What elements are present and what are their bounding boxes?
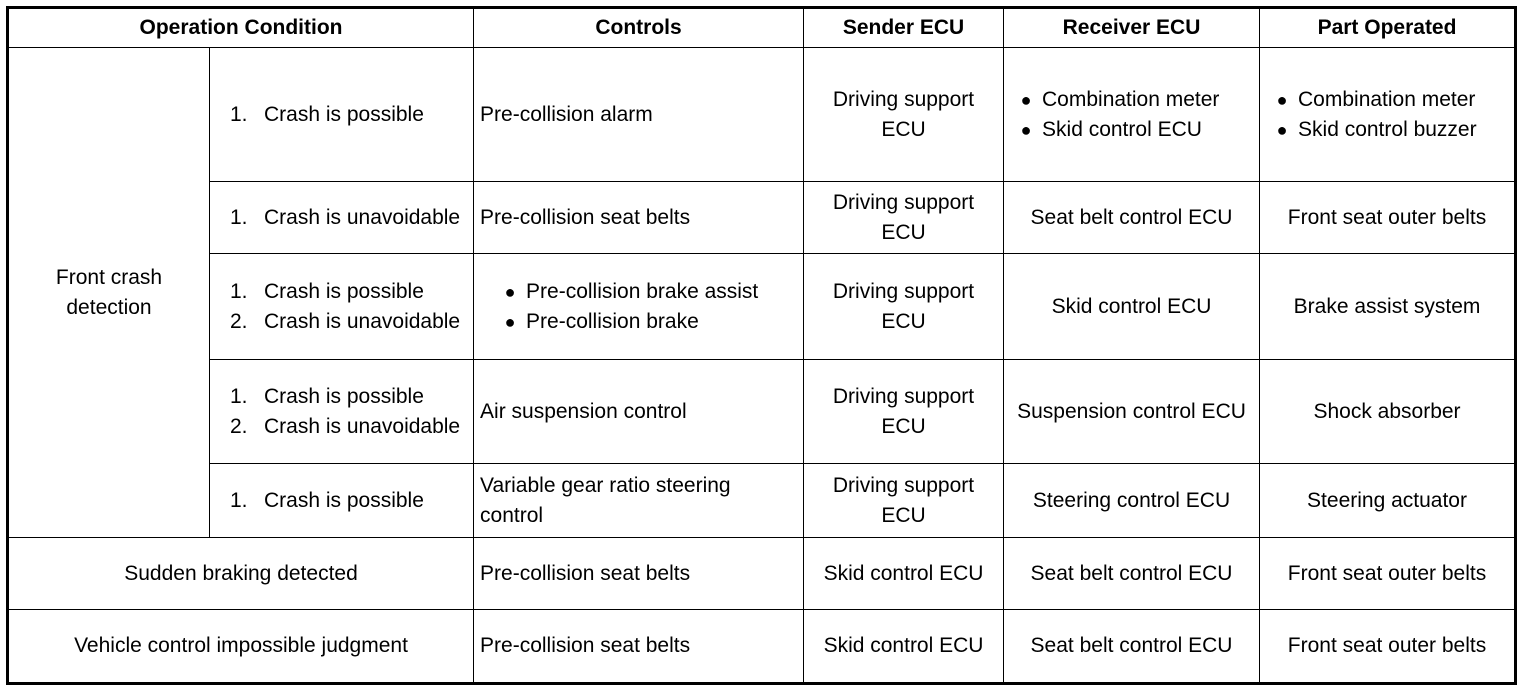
condition-item: 2. Crash is unavoidable bbox=[230, 414, 461, 438]
part-cell bbox=[1260, 48, 1516, 182]
condition-cell: Vehicle control impossible judgment bbox=[8, 610, 474, 684]
sender-cell: Driving support ECU bbox=[804, 182, 1004, 254]
bullet-icon: ● bbox=[504, 281, 516, 302]
list-item: ● Combination meter bbox=[1266, 85, 1508, 115]
header-receiver-ecu: Receiver ECU bbox=[1004, 8, 1260, 48]
condition-cell bbox=[210, 360, 474, 464]
header-sender-ecu: Sender ECU bbox=[804, 8, 1004, 48]
condition-list bbox=[216, 382, 467, 442]
header-operation-condition: Operation Condition bbox=[8, 8, 474, 48]
list-item: ● Pre-collision brake assist bbox=[494, 277, 797, 307]
ecu-operation-table bbox=[6, 6, 1517, 685]
list-item: ● Combination meter bbox=[1010, 85, 1253, 115]
sender-cell: Driving support ECU bbox=[804, 254, 1004, 360]
table-row bbox=[8, 182, 1516, 254]
bullet-icon: ● bbox=[1020, 119, 1032, 140]
table-row bbox=[8, 360, 1516, 464]
table-row bbox=[8, 254, 1516, 360]
sender-cell: Driving support ECU bbox=[804, 464, 1004, 538]
part-cell: Steering actuator bbox=[1260, 464, 1516, 538]
controls-cell: Pre-collision alarm bbox=[474, 48, 804, 182]
list-item: ● Pre-collision brake bbox=[494, 307, 797, 337]
condition-cell bbox=[210, 254, 474, 360]
condition-cell bbox=[210, 48, 474, 182]
sender-cell: Driving support ECU bbox=[804, 360, 1004, 464]
condition-cell bbox=[210, 464, 474, 538]
part-cell: Shock absorber bbox=[1260, 360, 1516, 464]
part-cell: Front seat outer belts bbox=[1260, 610, 1516, 684]
sender-cell: Skid control ECU bbox=[804, 538, 1004, 610]
controls-list bbox=[494, 277, 797, 337]
receiver-cell bbox=[1004, 48, 1260, 182]
receiver-cell: Skid control ECU bbox=[1004, 254, 1260, 360]
bullet-icon: ● bbox=[1276, 119, 1288, 140]
header-controls: Controls bbox=[474, 8, 804, 48]
condition-item: 2. Crash is unavoidable bbox=[230, 309, 461, 333]
list-item: ● Skid control buzzer bbox=[1266, 115, 1508, 145]
condition-item: 1. Crash is possible bbox=[230, 102, 424, 126]
part-list bbox=[1266, 85, 1508, 145]
controls-cell: Pre-collision seat belts bbox=[474, 610, 804, 684]
part-cell: Brake assist system bbox=[1260, 254, 1516, 360]
list-item: ● Skid control ECU bbox=[1010, 115, 1253, 145]
table-row bbox=[8, 610, 1516, 684]
controls-cell: Air suspension control bbox=[474, 360, 804, 464]
header-row bbox=[8, 8, 1516, 48]
condition-list bbox=[216, 203, 467, 233]
bullet-icon: ● bbox=[1276, 89, 1288, 110]
sender-cell: Driving support ECU bbox=[804, 48, 1004, 182]
condition-list bbox=[216, 277, 467, 337]
controls-cell bbox=[474, 254, 804, 360]
receiver-cell: Seat belt control ECU bbox=[1004, 610, 1260, 684]
table-row bbox=[8, 538, 1516, 610]
condition-list bbox=[216, 100, 467, 130]
sender-cell: Skid control ECU bbox=[804, 610, 1004, 684]
bullet-icon: ● bbox=[504, 311, 516, 332]
condition-item: 1. Crash is possible bbox=[230, 279, 424, 303]
controls-cell: Pre-collision seat belts bbox=[474, 538, 804, 610]
table-row bbox=[8, 48, 1516, 182]
receiver-cell: Steering control ECU bbox=[1004, 464, 1260, 538]
group-front-crash-detection: Front crash detection bbox=[8, 48, 210, 538]
header-part-operated: Part Operated bbox=[1260, 8, 1516, 48]
condition-cell bbox=[210, 182, 474, 254]
controls-cell: Pre-collision seat belts bbox=[474, 182, 804, 254]
part-cell: Front seat outer belts bbox=[1260, 182, 1516, 254]
table-row bbox=[8, 464, 1516, 538]
condition-list bbox=[216, 486, 467, 516]
receiver-cell: Seat belt control ECU bbox=[1004, 182, 1260, 254]
receiver-cell: Suspension control ECU bbox=[1004, 360, 1260, 464]
receiver-list bbox=[1010, 85, 1253, 145]
condition-cell: Sudden braking detected bbox=[8, 538, 474, 610]
receiver-cell: Seat belt control ECU bbox=[1004, 538, 1260, 610]
bullet-icon: ● bbox=[1020, 89, 1032, 110]
part-cell: Front seat outer belts bbox=[1260, 538, 1516, 610]
condition-item: 1. Crash is possible bbox=[230, 488, 424, 512]
condition-item: 1. Crash is possible bbox=[230, 384, 424, 408]
condition-item: 1. Crash is unavoidable bbox=[230, 205, 461, 229]
controls-cell: Variable gear ratio steering control bbox=[474, 464, 804, 538]
